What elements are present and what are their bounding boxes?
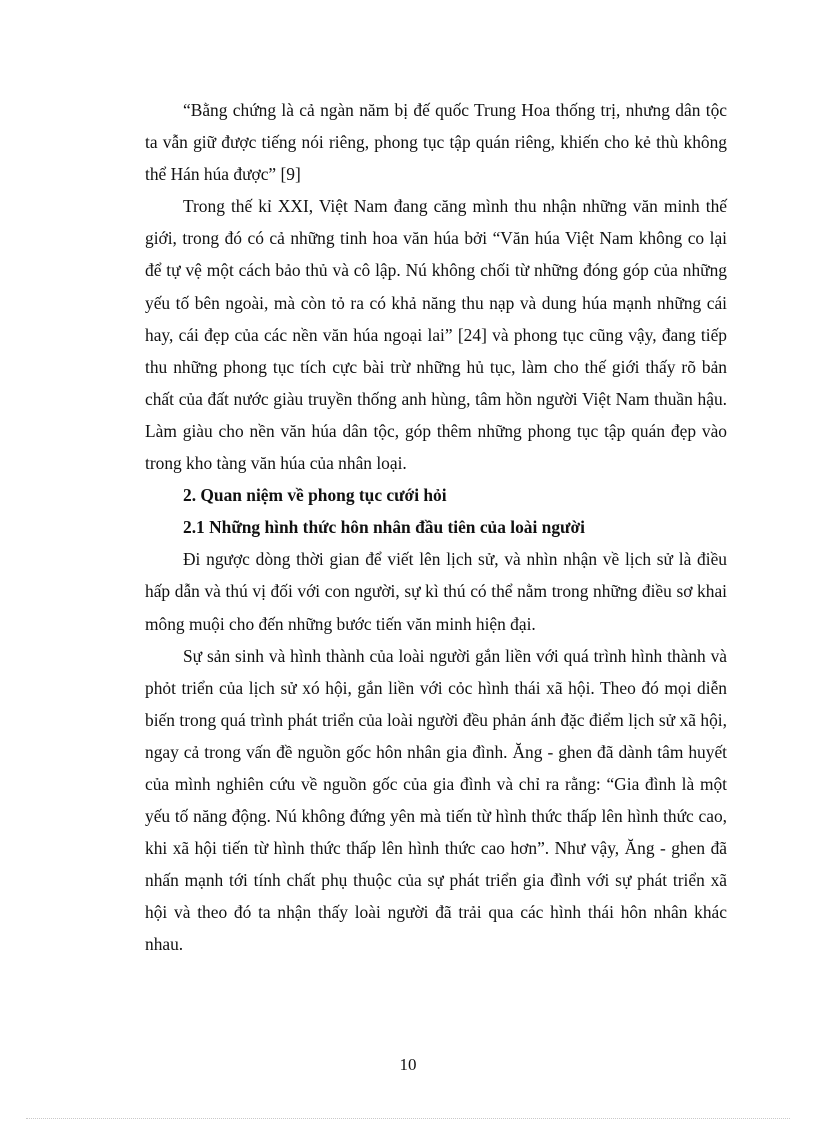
subsection-heading: 2.1 Những hình thức hôn nhân đầu tiên của loài người [183,517,585,538]
page-bottom-divider [26,1118,790,1119]
body-paragraph: Đi ngược dòng thời gian để viết lên lịch sử, và nhìn nhận về lịch sử là điều hấp dẫn và thú vị đối với con người, sự kì thú có thể nằm trong những điều sơ khai mông muội cho đến những bước tiến văn minh hiện đại. [145,549,727,634]
document-body [145,94,727,961]
page-number: 10 [399,1055,417,1074]
body-paragraph: Sự sản sinh và hình thành của loài người gắn liền với quá trình hình thành và phỏt triển của lịch sử xó hội, gắn liền với cỏc hình thái xã hội. Theo đó mọi diễn biến trong quá trình phát triển của loài người đều phản ánh đặc điểm lịch sử xã hội, ngay cả trong vấn đề nguồn gốc hôn nhân gia đình. Ăng - ghen đã dành tâm huyết của mình nghiên cứu về nguồn gốc của gia đình và chỉ ra rằng: “Gia đình là một yếu tố năng động. Nú không đứng yên mà tiến từ hình thức thấp lên hình thức cao, khi xã hội tiến từ hình thức thấp lên hình thức cao hơn”. Như vậy, Ăng - ghen đã nhấn mạnh tới tính chất phụ thuộc của sự phát triển gia đình với sự phát triển xã hội và theo đó ta nhận thấy loài người đã trải qua các hình thái hôn nhân khác nhau. [145,645,727,955]
body-paragraph: Trong thế kỉ XXI, Việt Nam đang căng mình thu nhận những văn minh thế giới, trong đó có cả những tinh hoa văn húa bởi “Văn húa Việt Nam không co lại để tự vệ một cách bảo thủ và cô lập. Nú không chối từ những đóng góp của những yếu tố bên ngoài, mà còn tỏ ra có khả năng thu nạp và dung húa mạnh những cái hay, cái đẹp của các nền văn húa ngoại lai” [24] và phong tục cũng vậy, đang tiếp thu những phong tục tích cực bài trừ những hủ tục, làm cho thế giới thấy rõ bản chất của đất nước giàu truyền thống anh hùng, tâm hồn người Việt Nam thuần hậu. Làm giàu cho nền văn húa dân tộc, góp thêm những phong tục tập quán đẹp vào trong kho tàng văn húa của nhân loại. [145,196,727,474]
section-heading: 2. Quan niệm về phong tục cưới hỏi [183,485,447,506]
quote-paragraph: “Bằng chứng là cả ngàn năm bị đế quốc Trung Hoa thống trị, nhưng dân tộc ta vẫn giữ được tiếng nói riêng, phong tục tập quán riêng, khiến cho kẻ thù không thể Hán húa được” [9] [145,100,727,185]
